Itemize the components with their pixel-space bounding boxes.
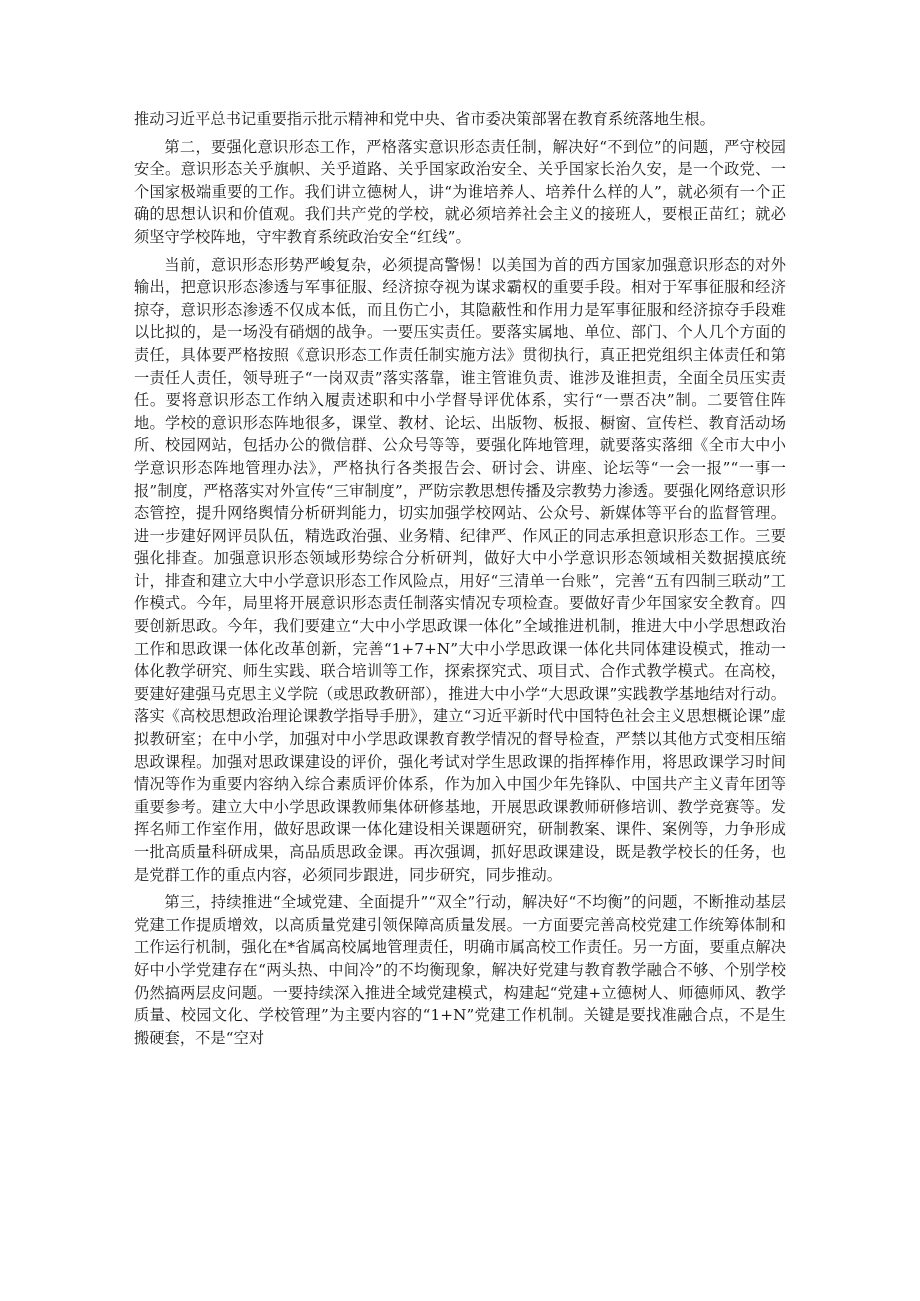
paragraph-party-building: 第三，持续推进“全域党建、全面提升”“双全”行动，解决好“不均衡”的问题，不断推动基层党建工作提质增效，以高质量党建引领保障高质量发展。一方面要完善高校党建工作统筹体制和工作运行机制，强化在*省属高校属地管理责任，明确市属高校工作责任。另一方面，要重点解决好中小学党建存在“两头热、中间冷”的不均衡现象，解决好党建与教育教学融合不够、个别学校仍然搞两层皮问题。一要持续深入推进全域党建模式，构建起“党建+立德树人、师德师风、教学质量、校园文化、学校管理”为主要内容的“1+N”党建工作机制。关键是要找准融合点，不是生搬硬套，不是“空对	[134, 893, 786, 1047]
paragraph-ideology-work: 第二，要强化意识形态工作，严格落实意识形态责任制，解决好“不到位”的问题，严守校园安全。意识形态关乎旗帜、关乎道路、关乎国家政治安全、关乎国家长治久安，是一个政党、一个国家极端重要的工作。我们讲立德树人，讲“为谁培养人、培养什么样的人”，就必须有一个正确的思想认识和价值观。我们共产党的学校，就必须培养社会主义的接班人，要根正苗红；就必须坚守学校阵地，守牢教育系统政治安全“红线”。	[134, 137, 786, 246]
document-body	[134, 108, 786, 1054]
paragraph-continuation: 推动习近平总书记重要指示批示精神和党中央、省市委决策部署在教育系统落地生根。	[134, 110, 715, 128]
paragraph-current-situation: 当前，意识形态形势严峻复杂，必须提高警惕！以美国为首的西方国家加强意识形态的对外输出，把意识形态渗透与军事征服、经济掠夺视为谋求霸权的重要手段。相对于军事征服和经济掠夺，意识形态渗透不仅成本低，而且伤亡小，其隐蔽性和作用力是军事征服和经济掠夺手段难以比拟的，是一场没有硝烟的战争。一要压实责任。要落实属地、单位、部门、个人几个方面的责任，具体要严格按照《意识形态工作责任制实施方法》贯彻执行，真正把党组织主体责任和第一责任人责任，领导班子“一岗双责”落实落靠，谁主管谁负责、谁涉及谁担责，全面全员压实责任。要将意识形态工作纳入履责述职和中小学督导评优体系，实行“一票否决”制。二要管住阵地。学校的意识形态阵地很多，课堂、教材、论坛、出版物、板报、橱窗、宣传栏、教育活动场所、校园网站，包括办公的微信群、公众号等等，要强化阵地管理，就要落实落细《全市大中小学意识形态阵地管理办法》，严格执行各类报告会、研讨会、讲座、论坛等“一会一报”“一事一报”制度，严格落实对外宣传“三审制度”，严防宗教思想传播及宗教势力渗透。要强化网络意识形态管控，提升网络舆情分析研判能力，切实加强学校网站、公众号、新媒体等平台的监督管理。进一步建好网评员队伍，精选政治强、业务精、纪律严、作风正的同志承担意识形态工作。三要强化排查。加强意识形态领域形势综合分析研判，做好大中小学意识形态领域相关数据摸底统计，排查和建立大中小学意识形态工作风险点，用好“三清单一台账”，完善“五有四制三联动”工作模式。今年，局里将开展意识形态责任制落实情况专项检查。要做好青少年国家安全教育。四要创新思政。今年，我们要建立“大中小学思政课一体化”全域推进机制，推进大中小学思想政治工作和思政课一体化改革创新，完善“1+7+N”大中小学思政课一体化共同体建设模式，推动一体化教学研究、师生实践、联合培训等工作，探索探究式、项目式、合作式教学模式。在高校，要建好建强马克思主义学院（或思政教研部），推进大中小学“大思政课”实践教学基地结对行动。落实《高校思想政治理论课教学指导手册》，建立“习近平新时代中国特色社会主义思想概论课”虚拟教研室；在中小学，加强对中小学思政课教育教学情况的督导检查，严禁以其他方式变相压缩思政课程。加强对思政课建设的评价，强化考试对学生思政课的指挥棒作用，将思政课学习时间情况等作为重要内容纳入综合素质评价体系，作为加入中国少年先锋队、中国共产主义青年团等重要参考。建立大中小学思政课教师集体研修基地，开展思政课教师研修培训、教学竞赛等。发挥名师工作室作用，做好思政课一体化建设相关课题研究，研制教案、课件、案例等，力争形成一批高质量科研成果，高品质思政金课。再次强调，抓好思政课建设，既是教学校长的任务，也是党群工作的重点内容，必须同步跟进，同步研究，同步推动。	[134, 255, 786, 884]
